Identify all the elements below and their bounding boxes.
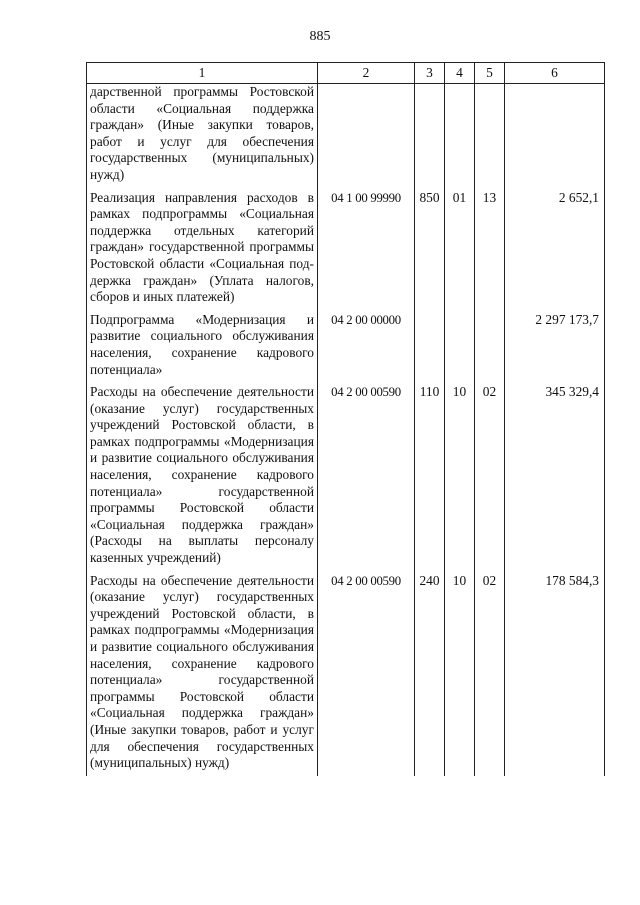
row-subsection: 02 [475, 571, 505, 776]
row-target-code: 04 2 00 00000 [318, 310, 415, 382]
row-subsection [475, 84, 505, 188]
row-subsection: 02 [475, 382, 505, 571]
row-target-code: 04 2 00 00590 [318, 382, 415, 571]
row-expense-type [415, 310, 445, 382]
column-header-1: 1 [87, 63, 318, 84]
row-subsection [475, 310, 505, 382]
row-description: Расходы на обеспечение деятельности (оказание услуг) государственных учреждений Ростовской области, в рамках подпрограммы «Модернизация и развитие социального обслуживания населения, сохранение кадрового потенциала» государственной программы Ростовской области «Социальная поддержка граждан» (Расходы на выплаты персоналу казенных учреждений) [87, 382, 318, 571]
column-header-3: 3 [415, 63, 445, 84]
row-description: Подпрограмма «Модернизация и развитие социального обслуживания населения, сохранение кадрового потенциала» [87, 310, 318, 382]
row-amount: 2 297 173,7 [505, 310, 605, 382]
row-section: 01 [445, 188, 475, 310]
table-row [87, 382, 605, 571]
row-section [445, 84, 475, 188]
row-expense-type: 850 [415, 188, 445, 310]
row-amount: 178 584,3 [505, 571, 605, 776]
table-header-row [87, 63, 605, 84]
page-number: 885 [309, 29, 331, 44]
table-row [87, 310, 605, 382]
table-row [87, 188, 605, 310]
row-amount: 345 329,4 [505, 382, 605, 571]
row-expense-type: 110 [415, 382, 445, 571]
row-section: 10 [445, 571, 475, 776]
row-amount: 2 652,1 [505, 188, 605, 310]
row-target-code: 04 2 00 00590 [318, 571, 415, 776]
row-subsection: 13 [475, 188, 505, 310]
column-header-5: 5 [475, 63, 505, 84]
column-header-2: 2 [318, 63, 415, 84]
column-header-6: 6 [505, 63, 605, 84]
table-row [87, 84, 605, 188]
row-section: 10 [445, 382, 475, 571]
row-section [445, 310, 475, 382]
row-amount [505, 84, 605, 188]
row-target-code: 04 1 00 99990 [318, 188, 415, 310]
row-expense-type [415, 84, 445, 188]
row-description: Реализация направления расходов в рамках подпрограммы «Социальная поддержка отдельных категорий граждан» государственной программы Ростовской области «Социальная поддержка граждан» (Уплата налогов, сборов и иных платежей) [87, 188, 318, 310]
row-expense-type: 240 [415, 571, 445, 776]
table-row [87, 571, 605, 776]
row-target-code [318, 84, 415, 188]
row-description: Расходы на обеспечение деятельности (оказание услуг) государственных учреждений Ростовской области, в рамках подпрограммы «Модернизация и развитие социального обслуживания населения, сохранение кадрового потенциала» государственной программы Ростовской области «Социальная поддержка граждан» (Иные закупки товаров, работ и услуг для обеспечения государственных (муниципальных) нужд) [87, 571, 318, 776]
budget-table [86, 62, 605, 776]
column-header-4: 4 [445, 63, 475, 84]
row-description: дарственной программы Ростовской области «Социальная поддержка граждан» (Иные закупки товаров, работ и услуг для обеспечения государственных (муниципальных) нужд) [87, 84, 318, 188]
